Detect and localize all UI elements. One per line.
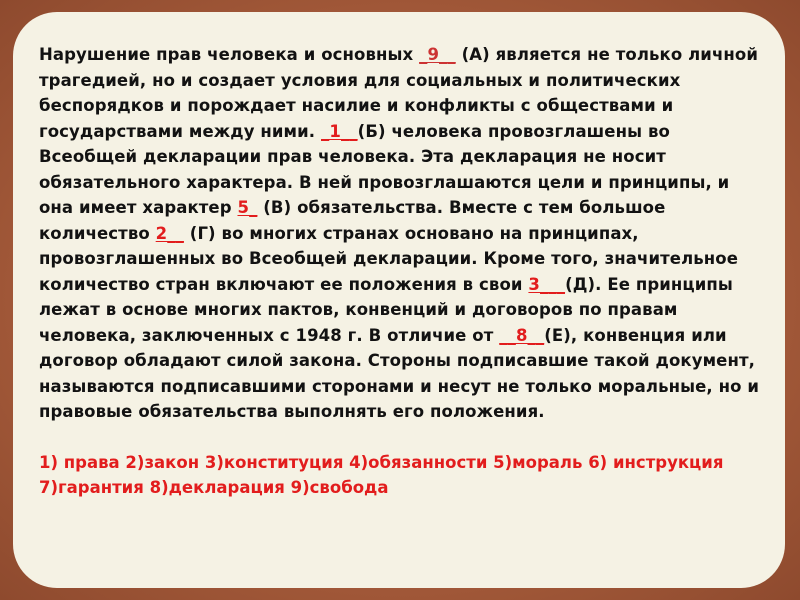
task-paragraph (39, 42, 765, 425)
text-segment-5: (Г) во многих странах основано на принципах, провозглашенных во Всеобщей декларации. Кроме того, значительное количество стран включают ее положения в свои (39, 223, 739, 294)
text-segment-1: Нарушение прав человека и основных (39, 45, 420, 64)
blank-b-answer: _1__ (321, 121, 358, 141)
answer-options: 1) права 2)закон 3)конституция 4)обязанности 5)мораль 6) инструкция 7)гарантия 8)декларация 9)свобода (39, 452, 724, 497)
text-segment-4: (В) обязательства. Вместе с тем большое количество (39, 198, 666, 243)
blank-c-answer: 5_ (237, 198, 258, 217)
text-segment-2: (А) является не только личной трагедией, но и создает условия для социальных и политических беспорядков и порождает насилие и конфликты с обществами и государствами между ними. (39, 45, 758, 141)
blank-f-answer: __8__ (499, 325, 545, 345)
text-card (13, 12, 785, 588)
text-segment-6: (Д). Ее принципы лежат в основе многих пактов, конвенций и договоров по правам человека, заключенных с 1948 г. В отличие от (39, 274, 733, 345)
blank-e-answer: 3___ (528, 274, 566, 294)
blank-d-answer: 2__ (155, 223, 184, 243)
text-segment-3: (Б) человека провозглашены во Всеобщей декларации прав человека. Эта декларация не носит обязательного характера. В ней провозглашаются цели и принципы, и она имеет характер (39, 121, 730, 217)
text-segment-7: (Е), конвенция или договор обладают силой закона. Стороны подписавшие такой документ, называются подписавшими сторонами и несут не только моральные, но и правовые обязательства выполнять его положения. (39, 325, 760, 421)
blank-a-answer: _9__ (419, 45, 456, 64)
